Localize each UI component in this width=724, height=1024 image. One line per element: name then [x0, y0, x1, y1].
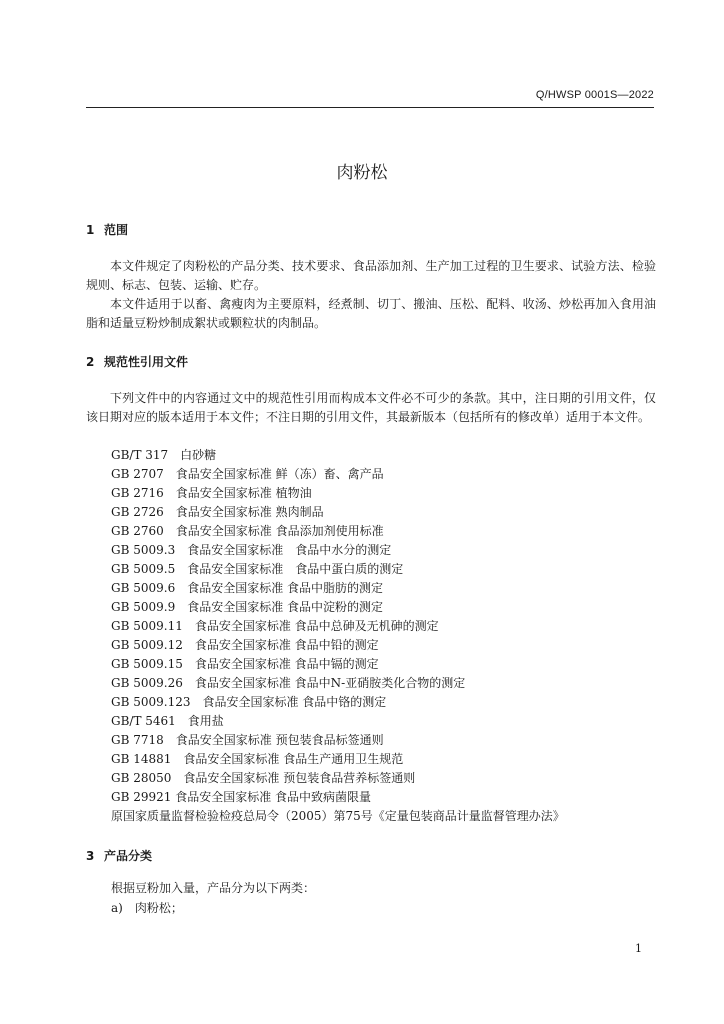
- reference-item: GB/T 317 白砂糖: [111, 448, 217, 462]
- header-rule: [86, 107, 654, 108]
- reference-item: GB 7718 食品安全国家标准 预包装食品标签通则: [111, 733, 384, 747]
- reference-item: GB 5009.5 食品安全国家标准 食品中蛋白质的测定: [111, 562, 404, 576]
- normative-intro-paragraph: 下列文件中的内容通过文中的规范性引用而构成本文件必不可少的条款。其中，注日期的引用文件，仅该日期对应的版本适用于本文件；不注日期的引用文件，其最新版本（包括所有的修改单）适用于本文件。: [86, 391, 656, 424]
- reference-item: GB 2707 食品安全国家标准 鲜（冻）畜、禽产品: [111, 467, 384, 481]
- document-title: 肉粉松: [336, 163, 388, 183]
- reference-item: GB 5009.12 食品安全国家标准 食品中铅的测定: [111, 638, 379, 652]
- reference-item: GB/T 5461 食用盐: [111, 714, 224, 728]
- reference-item: 原国家质量监督检验检疫总局令（2005）第75号《定量包装商品计量监督管理办法》: [111, 809, 565, 823]
- classification-item-a: a) 肉粉松；: [111, 901, 183, 915]
- section-number: 3: [86, 849, 95, 863]
- reference-item: GB 5009.11 食品安全国家标准 食品中总砷及无机砷的测定: [111, 619, 439, 633]
- reference-item: GB 5009.9 食品安全国家标准 食品中淀粉的测定: [111, 600, 384, 614]
- section-title: 范围: [104, 223, 129, 237]
- reference-item: GB 28050 食品安全国家标准 预包装食品营养标签通则: [111, 771, 416, 785]
- section-heading-classification: [86, 847, 152, 864]
- page-number: 1: [635, 942, 642, 955]
- reference-item: GB 5009.15 食品安全国家标准 食品中镉的测定: [111, 657, 379, 671]
- reference-item: GB 2760 食品安全国家标准 食品添加剂使用标准: [111, 524, 384, 538]
- classification-intro: 根据豆粉加入量，产品分为以下两类：: [111, 881, 316, 895]
- section-heading-normative: [86, 353, 188, 370]
- scope-paragraph-1: 本文件规定了肉粉松的产品分类、技术要求、食品添加剂、生产加工过程的卫生要求、试验方法、检验规则、标志、包装、运输、贮存。: [86, 259, 656, 292]
- reference-item: GB 29921 食品安全国家标准 食品中致病菌限量: [111, 790, 372, 804]
- section-title: 规范性引用文件: [104, 355, 189, 369]
- section-number: 1: [86, 223, 95, 237]
- scope-paragraph-2: 本文件适用于以畜、禽瘦肉为主要原料，经煮制、切丁、搬油、压松、配料、收汤、炒松再加入食用油脂和适量豆粉炒制成絮状或颗粒状的肉制品。: [86, 297, 656, 330]
- reference-item: GB 14881 食品安全国家标准 食品生产通用卫生规范: [111, 752, 404, 766]
- reference-item: GB 5009.6 食品安全国家标准 食品中脂肪的测定: [111, 581, 384, 595]
- reference-item: GB 2716 食品安全国家标准 植物油: [111, 486, 312, 500]
- document-code: Q/HWSP 0001S—2022: [535, 89, 654, 101]
- reference-item: GB 2726 食品安全国家标准 熟肉制品: [111, 505, 324, 519]
- reference-item: GB 5009.26 食品安全国家标准 食品中N-亚硝胺类化合物的测定: [111, 676, 466, 690]
- section-heading-scope: [86, 221, 128, 238]
- reference-item: GB 5009.123 食品安全国家标准 食品中铬的测定: [111, 695, 387, 709]
- section-title: 产品分类: [104, 849, 153, 863]
- reference-list: [111, 446, 565, 826]
- reference-item: GB 5009.3 食品安全国家标准 食品中水分的测定: [111, 543, 392, 557]
- section-number: 2: [86, 355, 95, 369]
